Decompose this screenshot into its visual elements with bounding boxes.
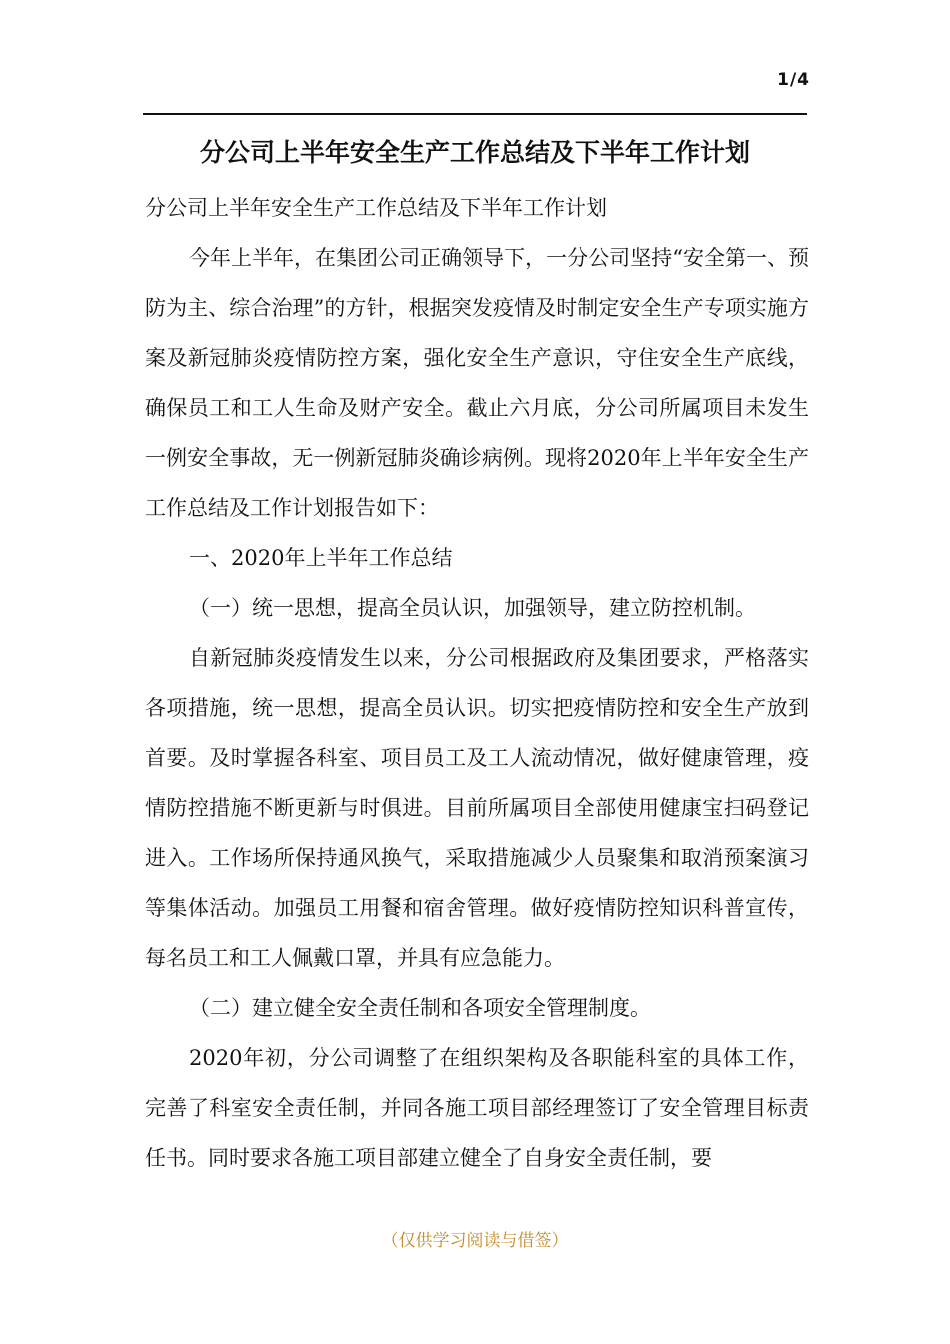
body-paragraph: 自新冠肺炎疫情发生以来，分公司根据政府及集团要求，严格落实各项措施，统一思想，提高全员认识。切实把疫情防控和安全生产放到首要。及时掌握各科室、项目员工及工人流动情况，做好健康管理，疫情防控措施不断更新与时俱进。目前所属项目全部使用健康宝扫码登记进入。工作场所保持通风换气，采取措施减少人员聚集和取消预案演习等集体活动。加强员工用餐和宿舍管理。做好疫情防控知识科普宣传，每名员工和工人佩戴口罩，并具有应急能力。 bbox=[145, 646, 809, 970]
page-number: 1/4 bbox=[777, 70, 810, 90]
header-divider bbox=[143, 113, 807, 115]
document-title: 分公司上半年安全生产工作总结及下半年工作计划 bbox=[199, 138, 750, 167]
document-body bbox=[145, 183, 809, 1183]
subsection-heading-1: （一）统一思想，提高全员认识，加强领导，建立防控机制。 bbox=[189, 596, 756, 620]
footer-note: （仅供学习阅读与借签） bbox=[381, 1231, 569, 1251]
section-heading-1: 一、2020年上半年工作总结 bbox=[189, 546, 453, 570]
subtitle-paragraph: 分公司上半年安全生产工作总结及下半年工作计划 bbox=[145, 196, 607, 220]
intro-paragraph: 今年上半年，在集团公司正确领导下，一分公司坚持“安全第一、预防为主、综合治理”的方针，根据突发疫情及时制定安全生产专项实施方案及新冠肺炎疫情防控方案，强化安全生产意识，守住安全生产底线，确保员工和工人生命及财产安全。截止六月底，分公司所属项目未发生一例安全事故，无一例新冠肺炎确诊病例。现将2020年上半年安全生产工作总结及工作计划报告如下： bbox=[145, 246, 809, 520]
body-paragraph: 2020年初，分公司调整了在组织架构及各职能科室的具体工作，完善了科室安全责任制，并同各施工项目部经理签订了安全管理目标责任书。同时要求各施工项目部建立健全了自身安全责任制，要 bbox=[145, 1046, 809, 1170]
subsection-heading-2: （二）建立健全安全责任制和各项安全管理制度。 bbox=[189, 996, 651, 1020]
